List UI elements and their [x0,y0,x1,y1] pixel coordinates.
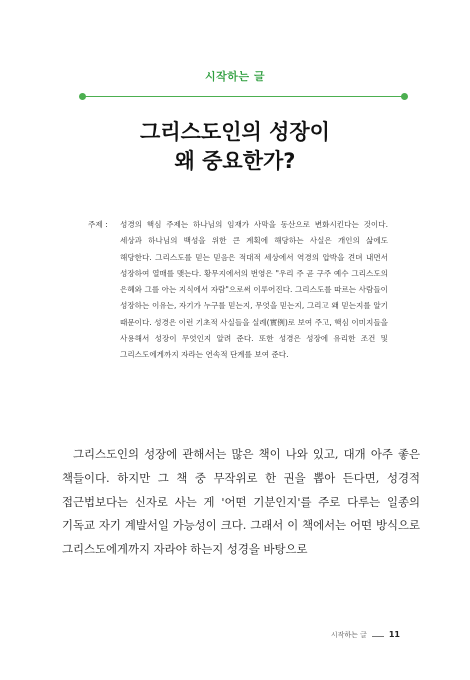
theme-label: 주제 : [88,220,108,229]
page-number: 11 [388,630,400,639]
section-label: 시작하는 글 [205,70,265,83]
chapter-title-line-2: 왜 중요한가? [174,149,296,173]
chapter-title [0,118,470,176]
rule-right-dot [401,93,408,100]
footer-separator [372,636,384,637]
body-paragraph: 그리스도인의 성장에 관해서는 많은 책이 나와 있고, 대개 아주 좋은 책들이다. 하지만 그 책 중 무작위로 한 권을 뽑아 든다면, 성경적 접근법보다는 신자로 사는 게 '어떤 기분인지'를 주로 다루는 일종의 기독교 자기 계발서일 가능성이 크다. 그래서 이 책에서는 어떤 방식으로 그리스도에게까지 자라야 하는지 성경을 바탕으로 [62,447,420,557]
page-footer [331,630,400,640]
theme-block [88,217,388,364]
chapter-title-line-1: 그리스도인의 성장이 [140,120,330,144]
header-divider [82,96,404,97]
footer-section-label: 시작하는 글 [330,631,367,639]
theme-text: 성경의 핵심 주제는 하나님의 임재가 사막을 동산으로 변화시킨다는 것이다. 세상과 하나님의 백성을 위한 큰 계획에 해당하는 사실은 개인의 삶에도 해당한다. 그리스도를 믿는 믿음은 적대적 세상에서 역경의 압박을 견뎌 내면서 성장하여 열매를 맺는다. 황무지에서의 번영은 "우리 주 곧 구주 예수 그리스도의 은혜와 그를 아는 지식에서 자람"으로써 이루어진다. 그리스도를 따르는 사람들이 성장하는 이유는, 자기가 누구를 믿는지, 무엇을 믿는지, 그리고 왜 믿는지를 알기 때문이다. 성경은 이런 기초적 사실들을 실례(實例)로 보여 주고, 핵심 이미지들을 사용해서 성장이 무엇인지 알려 준다. 또한 성경은 성장에 유리한 조건 및 그리스도에게까지 자라는 연속적 단계를 보여 준다. [120,220,388,360]
